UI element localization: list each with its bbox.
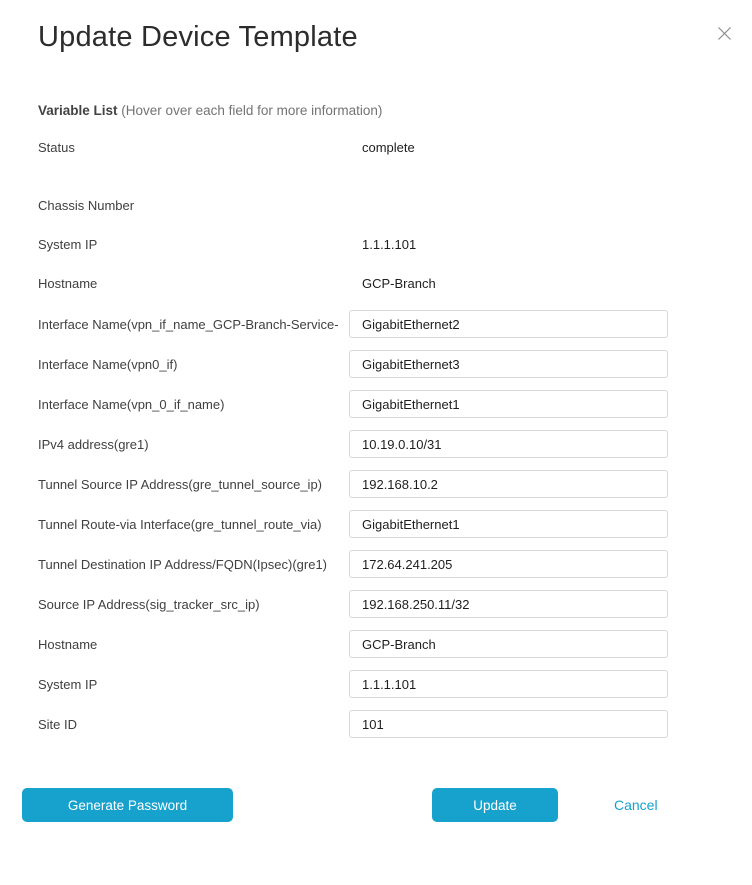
update-button[interactable]: Update — [432, 788, 558, 822]
variable-input[interactable] — [349, 670, 668, 698]
field-label: System IP — [38, 237, 98, 252]
field-row — [38, 310, 668, 338]
variable-input[interactable] — [349, 630, 668, 658]
variable-list-hint: (Hover over each field for more information) — [117, 103, 383, 118]
variable-input[interactable] — [349, 310, 668, 338]
close-icon-glyph — [717, 26, 732, 41]
field-row — [38, 630, 668, 658]
variable-list-heading: Variable List — [38, 103, 118, 118]
field-value: 1.1.1.101 — [362, 237, 417, 252]
static-fields — [38, 128, 668, 303]
variable-input[interactable] — [349, 350, 668, 378]
field-label: Status — [38, 140, 75, 155]
field-label: Site ID — [38, 716, 78, 732]
variable-input[interactable] — [349, 550, 668, 578]
generate-password-button[interactable]: Generate Password — [22, 788, 233, 822]
field-label: Source IP Address(sig_tracker_src_ip) — [38, 596, 260, 612]
field-value: complete — [362, 140, 415, 155]
cancel-link[interactable]: Cancel — [614, 797, 658, 813]
page-title: Update Device Template — [38, 21, 358, 53]
field-label: Interface Name(vpn_if_name_GCP-Branch-Service- — [38, 316, 339, 332]
field-row — [38, 390, 668, 418]
variable-input[interactable] — [349, 470, 668, 498]
input-fields — [38, 310, 668, 738]
field-row — [38, 550, 668, 578]
field-value: GCP-Branch — [362, 276, 436, 291]
field-row — [38, 710, 668, 738]
field-label: Tunnel Route-via Interface(gre_tunnel_route_via) — [38, 516, 322, 532]
field-label: Hostname — [38, 276, 98, 291]
variable-input[interactable] — [349, 430, 668, 458]
field-row — [38, 264, 668, 303]
field-label: Interface Name(vpn0_if) — [38, 356, 178, 372]
field-row — [38, 590, 668, 618]
variable-list-header — [38, 102, 714, 120]
field-label: System IP — [38, 676, 98, 692]
variable-input[interactable] — [349, 390, 668, 418]
update-device-template-dialog — [0, 20, 752, 885]
variable-input[interactable] — [349, 510, 668, 538]
field-row — [38, 510, 668, 538]
field-label: Hostname — [38, 636, 98, 652]
field-row — [38, 186, 668, 225]
field-row — [38, 128, 668, 167]
field-label: IPv4 address(gre1) — [38, 436, 149, 452]
field-label: Interface Name(vpn_0_if_name) — [38, 396, 225, 412]
field-row — [38, 430, 668, 458]
variable-input[interactable] — [349, 590, 668, 618]
dialog-footer — [0, 788, 752, 822]
close-icon[interactable] — [716, 25, 733, 42]
field-row — [38, 670, 668, 698]
field-label: Chassis Number — [38, 198, 135, 213]
field-label: Tunnel Source IP Address(gre_tunnel_source_ip) — [38, 476, 323, 492]
field-row — [38, 470, 668, 498]
field-label: Tunnel Destination IP Address/FQDN(Ipsec)(gre1) — [38, 556, 328, 572]
field-row — [38, 350, 668, 378]
variable-input[interactable] — [349, 710, 668, 738]
field-row — [38, 225, 668, 264]
